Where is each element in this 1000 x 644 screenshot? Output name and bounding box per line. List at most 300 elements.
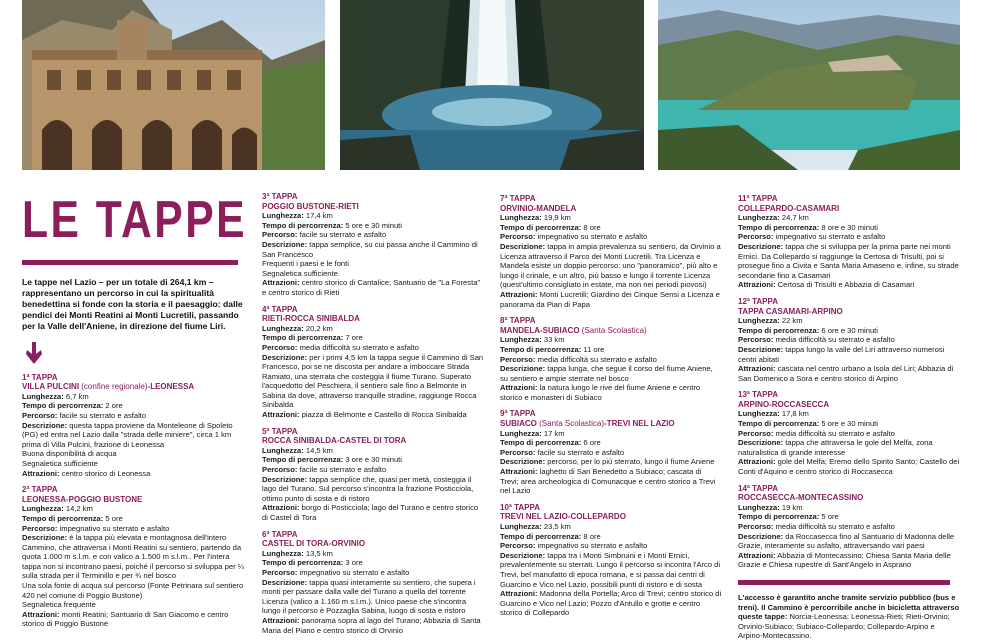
stage-name xyxy=(262,202,484,212)
stage-description xyxy=(262,578,484,616)
stage-length xyxy=(22,392,246,402)
stage-name-main: MANDELA-SUBIACO xyxy=(500,325,580,335)
stage-description xyxy=(262,475,484,504)
stage-list xyxy=(262,192,484,635)
stage-number: 8ª TAPPA xyxy=(500,316,536,326)
stage-time xyxy=(22,514,246,524)
length-label: Lunghezza: xyxy=(500,428,542,438)
attractions-value: Abbazia di Montecassino; Chiesa Santa Maria delle Grazie e Chiesa rupestre di Sant'Angelo in Asprano xyxy=(738,550,951,570)
stage-attractions xyxy=(738,551,960,570)
stage-extras xyxy=(262,259,484,278)
stage-name xyxy=(500,326,722,336)
stage-block xyxy=(22,373,246,479)
page-title: LE TAPPE xyxy=(22,191,248,249)
stage-number: 11ª TAPPA xyxy=(738,194,778,203)
stage-name-main: TREVI NEL LAZIO-COLLEPARDO xyxy=(500,512,626,522)
length-value: 14,2 km xyxy=(63,504,93,514)
stage-route xyxy=(738,429,960,439)
attractions-value: Certosa di Trisulti e Abbazia di Casamari xyxy=(775,280,915,290)
description-label: Descrizione: xyxy=(738,344,784,354)
length-label: Lunghezza: xyxy=(262,323,304,333)
column-4 xyxy=(738,194,960,641)
stage-name-main: ROCCA SINIBALDA-CASTEL DI TORA xyxy=(262,436,407,446)
attractions-label: Attrazioni: xyxy=(738,550,776,560)
description-value: tappa lungo la valle del Liri attraverso numerosi centri abitati xyxy=(738,344,945,364)
attractions-value: piazza di Belmonte e Castello di Rocca Sinibalda xyxy=(299,410,467,420)
stage-description xyxy=(738,242,960,280)
stage-number: 9ª TAPPA xyxy=(500,409,536,419)
stage-name xyxy=(500,204,722,214)
route-label: Percorso: xyxy=(262,567,298,577)
stage-name-main: VILLA PULCINI xyxy=(22,382,80,392)
stage-time xyxy=(500,532,722,542)
length-label: Lunghezza: xyxy=(738,409,780,419)
stage-number: 10ª TAPPA xyxy=(500,502,541,512)
stage-description xyxy=(500,242,722,290)
stage-block xyxy=(500,194,722,309)
length-value: 13,5 km xyxy=(303,548,333,558)
route-value: media difficoltà su sterrato e asfalto xyxy=(535,354,657,364)
stage-length xyxy=(262,324,484,334)
stage-name xyxy=(262,436,484,446)
length-label: Lunghezza: xyxy=(262,211,304,221)
attractions-value: borgo di Posticciola; lago del Turano e centro storico di Castel di Tora xyxy=(262,503,479,522)
length-value: 33 km xyxy=(541,335,565,345)
stage-route xyxy=(262,568,484,578)
stage-description xyxy=(262,353,484,411)
time-label: Tempo di percorrenza: xyxy=(22,401,104,411)
stage-description xyxy=(500,551,722,589)
stage-name-main: POGGIO BUSTONE-RIETI xyxy=(262,201,359,211)
stage-route xyxy=(22,411,246,421)
description-label: Descrizione: xyxy=(738,438,784,448)
attractions-label: Attrazioni: xyxy=(262,615,300,625)
route-value: facile su sterrato e asfalto xyxy=(535,447,625,457)
attractions-label: Attrazioni: xyxy=(738,457,776,467)
stage-description xyxy=(22,533,246,581)
stage-attractions xyxy=(262,410,484,420)
stage-time xyxy=(738,419,960,429)
stage-name-note: (confine regionale) xyxy=(79,382,148,392)
stage-description xyxy=(738,532,960,551)
stage-name-note: (Santa Scolastica) xyxy=(579,325,647,335)
description-value: è la tappa più elevata e montagnosa dell'intero Cammino, che attraversa i Monti Reatini su sentiero, partendo da quota 1.000 m s.l.m. e con valico a 1.500 m s.l.m.. Per l'intera tappa non si incontrano paesi, poiché il percorso si sviluppa per ¼ sulla strada per il Terminillo e per ¾ nel bosco xyxy=(22,533,245,581)
length-label: Lunghezza: xyxy=(738,502,780,512)
stage-name-end: -TREVI NEL LAZIO xyxy=(604,419,675,429)
stage-time xyxy=(262,558,484,568)
time-value: 3 ore e 30 minuti xyxy=(343,455,402,465)
column-2 xyxy=(262,192,484,642)
route-label: Percorso: xyxy=(738,522,774,531)
stage-attractions xyxy=(262,503,484,522)
stage-list xyxy=(22,373,246,629)
time-value: 3 ore xyxy=(343,558,363,568)
stage-time xyxy=(500,223,722,233)
description-value: tappa in ampia prevalenza su sentiero, da Orvinio a Licenza attraverso il Parco dei Monti Lucretili. Tra Licenza e Mandela esiste un doppio percorso: uno "panoramico", più alto e lungo il crinale, e un altro, più basso e lungo il torrente Licenza (quest'ultimo consigliato in estate, ma non nei periodi piovosi) xyxy=(500,241,721,290)
length-label: Lunghezza: xyxy=(22,391,64,401)
route-label: Percorso: xyxy=(738,232,774,242)
stage-name xyxy=(500,512,722,522)
stage-name xyxy=(22,495,246,505)
arrow-down-icon xyxy=(26,342,42,364)
stage-route xyxy=(500,232,722,242)
description-value: tappa semplice che, quasi per metà, costeggia il lago del Turano. Sul percorso s'incontra la frazione Posticciola, ottimo punto di sosta e di ristoro xyxy=(262,474,474,503)
stage-block xyxy=(738,390,960,476)
stage-name-end: -LEONESSA xyxy=(147,382,195,392)
attractions-value: cascata nel centro urbano a Isola del Liri; Abbazia di San Domenico a Sora e centro storico di Arpino xyxy=(738,364,954,383)
attractions-label: Attrazioni: xyxy=(22,609,60,619)
attractions-label: Attrazioni: xyxy=(262,503,300,513)
stage-length xyxy=(500,429,722,439)
length-value: 24,7 km xyxy=(779,213,809,223)
stage-name-main: COLLEPARDO-CASAMARI xyxy=(738,203,840,213)
stage-extra-line: Frequenti i paesi e le fonti xyxy=(262,259,349,269)
route-value: impegnativo su sterrato e asfalto xyxy=(773,232,886,242)
stage-attractions xyxy=(500,589,722,618)
stage-name-note: (Santa Scolastica) xyxy=(536,419,605,429)
lake-photo xyxy=(658,0,960,170)
stage-attractions xyxy=(262,278,484,297)
stage-length xyxy=(738,409,960,419)
stage-number: 14ª TAPPA xyxy=(738,483,779,493)
stage-number: 6ª TAPPA xyxy=(262,529,298,539)
route-label: Percorso: xyxy=(738,428,774,438)
intro-text: Le tappe nel Lazio – per un totale di 264,1 km – rappresentano un percorso in cui la spiritualità benedettina si fonde con la storia e il paesaggio: dalle pendici dei Monti Reatini ai Monti Lucretili, passando per la Valle dell'Aniene, in direzione del fiume Liri. xyxy=(22,277,243,331)
attractions-label: Attrazioni: xyxy=(22,468,60,478)
stage-extra-line: Segnaletica frequente xyxy=(22,600,96,610)
stage-time xyxy=(22,401,246,411)
route-label: Percorso: xyxy=(22,410,58,420)
route-value: facile su sterrato e asfalto xyxy=(297,230,387,240)
stage-extras xyxy=(22,581,246,610)
time-value: 2 ore xyxy=(103,401,123,411)
route-value: impegnativo su sterrato e asfalto xyxy=(535,232,648,242)
route-label: Percorso: xyxy=(738,335,774,345)
time-value: 8 ore xyxy=(581,222,601,232)
stage-length xyxy=(738,316,960,326)
route-value: media difficoltà su sterrato e asfalto xyxy=(773,335,895,345)
stage-block xyxy=(500,503,722,618)
description-label: Descrizione: xyxy=(262,352,308,362)
length-value: 17 km xyxy=(541,428,565,438)
description-value: da Roccasecca fino al Santuario di Madonna delle Grazie, interamente su asfalto, attraversando vari paesi xyxy=(738,531,955,551)
time-label: Tempo di percorrenza: xyxy=(500,438,582,448)
attractions-label: Attrazioni: xyxy=(738,364,776,374)
stage-time xyxy=(738,512,960,522)
attractions-label: Attrazioni: xyxy=(500,467,538,477)
time-value: 7 ore xyxy=(343,333,363,343)
stage-name xyxy=(262,314,484,324)
attractions-value: laghetto di San Benedetto a Subiaco; cascata di Trevi; area archeologica di Comunacque e centro storico a Trevi nel Lazio xyxy=(500,467,716,496)
stage-attractions xyxy=(738,457,960,476)
stage-name xyxy=(262,539,484,549)
stage-length xyxy=(500,213,722,223)
time-label: Tempo di percorrenza: xyxy=(22,513,104,523)
description-value: tappa tra i Monti Simbruini e i Monti Ernici, prevalentemente su sterrati. Lungo il percorso si incontra l'Arco di Trevi, bel manufatto di epoca romana, e si passa dai centri di Guarcino e Vico nel Lazio, possibili punti di ristoro e di sosta xyxy=(500,550,721,589)
stage-number: 1ª TAPPA xyxy=(22,372,58,382)
stage-block xyxy=(262,192,484,298)
stage-attractions xyxy=(500,383,722,402)
attractions-value: Monti Lucretili; Giardino dei Cinque Sensi a Licenza e panorama da Pian di Papa xyxy=(500,289,720,309)
stage-name xyxy=(738,400,960,410)
stage-number: 2ª TAPPA xyxy=(22,485,58,495)
stage-route xyxy=(262,230,484,240)
stage-attractions xyxy=(22,610,246,629)
stage-name-main: ORVINIO-MANDELA xyxy=(500,203,577,213)
route-value: facile su sterrato e asfalto xyxy=(57,410,147,420)
time-label: Tempo di percorrenza: xyxy=(262,558,344,568)
length-value: 23,5 km xyxy=(541,522,571,531)
attractions-value: la natura lungo le rive del fiume Aniene e centro storico e monasteri di Subiaco xyxy=(500,383,701,402)
stage-block xyxy=(500,409,722,495)
description-value: questa tappa proviene da Monteleone di Spoleto (PG) ed entra nel Lazio dalla "strada delle miniere", circa 1 km prima di Villa Pulcini, frazione di Leonessa xyxy=(22,420,233,449)
stage-route xyxy=(262,465,484,475)
stage-description xyxy=(22,421,246,450)
time-value: 6 ore xyxy=(581,438,601,448)
column-3 xyxy=(500,194,722,625)
time-value: 5 ore xyxy=(819,512,839,522)
description-label: Descrizione: xyxy=(262,474,308,484)
stage-length xyxy=(500,522,722,532)
route-value: impegnativo su sterrato e asfalto xyxy=(297,567,410,577)
route-value: facile su sterrato e asfalto xyxy=(297,465,387,475)
stage-block xyxy=(262,530,484,636)
stage-length xyxy=(500,335,722,345)
description-label: Descrizione: xyxy=(262,239,308,249)
route-label: Percorso: xyxy=(500,232,536,242)
stage-name-main: CASTEL DI TORA-ORVINIO xyxy=(262,539,366,549)
length-label: Lunghezza: xyxy=(262,548,304,558)
length-label: Lunghezza: xyxy=(500,213,542,223)
stage-length xyxy=(22,504,246,514)
attractions-label: Attrazioni: xyxy=(262,410,300,420)
stage-time xyxy=(500,438,722,448)
attractions-label: Attrazioni: xyxy=(500,289,538,299)
access-line-3: Norcia-Leonessa; Leonessa-Rieti; Rieti-Orvinio; Orvinio-Subiaco; Subiaco-Collepardo; Collepardo-Arpino e Arpino-Montecassino. xyxy=(738,612,950,641)
stage-name-main: RIETI-ROCCA SINIBALDA xyxy=(262,314,360,324)
attractions-label: Attrazioni: xyxy=(500,383,538,393)
length-label: Lunghezza: xyxy=(500,335,542,345)
time-label: Tempo di percorrenza: xyxy=(738,419,820,429)
attractions-value: monti Reatini; Santuario di San Giacomo e centro storico di Poggio Bustone xyxy=(22,609,229,629)
description-label: Descrizione: xyxy=(738,531,784,541)
length-value: 6,7 km xyxy=(63,391,89,401)
stage-description xyxy=(262,240,484,259)
attractions-label: Attrazioni: xyxy=(500,589,538,599)
stage-block xyxy=(738,297,960,383)
attractions-label: Attrazioni: xyxy=(262,278,300,288)
time-value: 5 ore e 30 minuti xyxy=(819,419,878,429)
time-value: 8 ore e 30 minuti xyxy=(819,222,878,232)
length-value: 20,2 km xyxy=(303,323,333,333)
route-value: impegnativo su sterrato e asfalto xyxy=(57,523,170,533)
length-label: Lunghezza: xyxy=(500,522,542,531)
stage-length xyxy=(262,211,484,221)
description-value: tappa lunga, che segue il corso del fiume Aniene, su sentiero e ampie sterrate nel bosco xyxy=(500,364,713,383)
route-value: media difficoltà su sterrato e asfalto xyxy=(773,522,895,531)
stage-attractions xyxy=(500,467,722,496)
access-line-2: Il Cammino è percorribile anche in bicicletta attraverso queste tappe: xyxy=(738,602,960,622)
route-label: Percorso: xyxy=(262,342,298,352)
stage-length xyxy=(262,549,484,559)
stage-route xyxy=(500,541,722,551)
description-label: Descrizione: xyxy=(738,241,784,251)
stage-name xyxy=(500,419,722,429)
length-value: 17,4 km xyxy=(303,211,333,221)
stage-route xyxy=(738,335,960,345)
stage-name-main: TAPPA CASAMARI-ARPINO xyxy=(738,306,843,316)
stage-time xyxy=(738,326,960,336)
time-label: Tempo di percorrenza: xyxy=(262,455,344,465)
description-label: Descrizione: xyxy=(262,577,308,587)
stage-route xyxy=(738,522,960,532)
description-value: tappa quasi interamente su sentiero, che supera i monti per passare dalla valle del Turano a quella del torrente Licenza (valico a 1.160 m s.l.m.). Unico paese che s'incontra lungo il percorso è Pozzaglia Sabina, luogo di sosta e ristoro xyxy=(262,577,476,616)
attractions-value: centro storico di Leonessa xyxy=(59,468,151,478)
stage-description xyxy=(738,438,960,457)
stage-description xyxy=(500,364,722,383)
time-label: Tempo di percorrenza: xyxy=(262,333,344,343)
route-value: media difficoltà su sterrato e asfalto xyxy=(297,342,419,352)
route-label: Percorso: xyxy=(500,541,536,551)
stage-extra-line: Segnaletica sufficiente xyxy=(262,268,338,278)
route-label: Percorso: xyxy=(262,465,298,475)
description-label: Descrizione: xyxy=(500,364,546,374)
description-label: Descrizione: xyxy=(500,457,546,467)
description-label: Descrizione: xyxy=(500,550,546,560)
stage-extra-line: Buona disponibilità di acqua xyxy=(22,449,117,459)
length-label: Lunghezza: xyxy=(738,316,780,326)
stage-route xyxy=(22,524,246,534)
length-value: 17,8 km xyxy=(779,409,809,419)
stage-time xyxy=(738,223,960,233)
stage-list xyxy=(500,194,722,618)
stage-attractions xyxy=(22,469,246,479)
stage-time xyxy=(262,455,484,465)
stage-block xyxy=(262,427,484,523)
route-value: media difficoltà su sterrato e asfalto xyxy=(773,428,895,438)
attractions-value: panorama sopra al lago del Turano; Abbazia di Santa Maria del Piano e centro storico di Orvinio xyxy=(262,615,481,635)
attractions-label: Attrazioni: xyxy=(738,280,776,290)
time-label: Tempo di percorrenza: xyxy=(500,222,582,232)
length-label: Lunghezza: xyxy=(22,504,64,514)
time-value: 8 ore xyxy=(581,531,601,541)
access-line-1: L'accesso è garantito anche tramite servizio pubblico (bus e treni). xyxy=(738,592,956,612)
description-value: percorso, per lo più sterrato, lungo il fiume Aniene xyxy=(545,457,715,467)
stage-time xyxy=(500,345,722,355)
stage-extra-line: Segnaletica sufficiente xyxy=(22,458,98,468)
stage-block xyxy=(738,484,960,570)
stage-attractions xyxy=(500,290,722,309)
stage-name xyxy=(738,307,960,317)
stage-route xyxy=(262,343,484,353)
stage-time xyxy=(262,333,484,343)
description-label: Descrizione: xyxy=(500,241,546,251)
length-value: 22 km xyxy=(779,316,803,326)
length-value: 14,5 km xyxy=(303,445,333,455)
length-value: 19,9 km xyxy=(541,213,571,223)
stage-route xyxy=(500,448,722,458)
stage-number: 3ª TAPPA xyxy=(262,192,298,201)
stage-name-main: ARPINO-ROCCASECCA xyxy=(738,399,830,409)
access-divider xyxy=(738,580,950,585)
time-label: Tempo di percorrenza: xyxy=(738,325,820,335)
stage-length xyxy=(262,446,484,456)
stage-block xyxy=(500,316,722,402)
time-value: 5 ore xyxy=(103,513,123,523)
stage-length xyxy=(738,213,960,223)
length-label: Lunghezza: xyxy=(738,213,780,223)
attractions-value: gole del Melfa; Eremo dello Spirito Santo; Castello dei Conti d'Aquino e centro storico di Roccasecca xyxy=(738,457,960,477)
stage-block xyxy=(22,485,246,629)
route-value: impegnativo su sterrato e asfalto xyxy=(535,541,648,551)
time-label: Tempo di percorrenza: xyxy=(500,531,582,541)
stage-name xyxy=(738,493,960,503)
route-label: Percorso: xyxy=(500,354,536,364)
route-label: Percorso: xyxy=(262,230,298,240)
waterfall-photo xyxy=(340,0,644,170)
access-note xyxy=(738,593,960,641)
time-value: 5 ore e 30 minuti xyxy=(343,220,402,230)
stage-time xyxy=(262,221,484,231)
attractions-value: centro storico di Cantalice; Santuario de "La Foresta" e centro storico di Rieti xyxy=(262,278,481,297)
stage-route xyxy=(500,355,722,365)
stage-attractions xyxy=(738,364,960,383)
time-value: 11 ore xyxy=(581,344,605,354)
description-value: tappa che si sviluppa per la prima parte nei monti Ernici. Da Collepardo si raggiunge la Certosa di Trisulti, poi si prosegue fino a Civita e Santa Maria Amaseno e, infine, su strade secondarie fino a Casamari xyxy=(738,241,959,280)
stage-number: 12ª TAPPA xyxy=(738,296,779,306)
stage-number: 4ª TAPPA xyxy=(262,304,298,314)
route-label: Percorso: xyxy=(22,523,58,533)
stage-name xyxy=(738,204,960,214)
stage-extra-line: Una sola fonte di acqua sul percorso (Fonte Petrinara sul sentiero 420 nel comune di Poggio Bustone) xyxy=(22,581,244,600)
stage-list xyxy=(738,194,960,570)
stage-name-main: LEONESSA-POGGIO BUSTONE xyxy=(22,494,143,504)
monastery-photo xyxy=(22,0,325,170)
description-value: tappa semplice, su cui passa anche il Cammino di San Francesco xyxy=(262,239,478,259)
stage-length xyxy=(738,503,960,513)
column-1 xyxy=(22,192,246,636)
description-label: Descrizione: xyxy=(22,420,68,430)
time-label: Tempo di percorrenza: xyxy=(262,220,344,230)
stage-description xyxy=(738,345,960,364)
stage-attractions xyxy=(738,280,960,290)
description-label: Descrizione: xyxy=(22,533,68,543)
time-label: Tempo di percorrenza: xyxy=(738,512,820,522)
stage-name-main: ROCCASECCA-MONTECASSINO xyxy=(738,493,864,503)
time-value: 6 ore e 30 minuti xyxy=(819,325,878,335)
stage-block xyxy=(738,194,960,290)
stage-number: 13ª TAPPA xyxy=(738,390,779,400)
stage-description xyxy=(500,457,722,467)
stage-name xyxy=(22,382,246,392)
stage-attractions xyxy=(262,616,484,635)
stage-block xyxy=(262,305,484,420)
stage-name-main: SUBIACO xyxy=(500,419,537,429)
time-label: Tempo di percorrenza: xyxy=(738,222,820,232)
stage-route xyxy=(738,232,960,242)
description-value: tappa che attraversa le gole del Melfa, zona naturalistica di grande interesse xyxy=(738,438,933,457)
title-divider xyxy=(22,260,238,265)
length-value: 19 km xyxy=(779,502,803,512)
stage-extras xyxy=(22,449,246,468)
stage-number: 5ª TAPPA xyxy=(262,426,298,436)
description-value: per i primi 4,5 km la tappa segue il Cammino di San Francesco, poi se ne discosta per andare a imboccare Strada Ramiato, una sterrata che costeggia il fiume Turano. Superato l'acquedotto del Peschiera, il sentiero sale fino a Belmonte in Sabina da dove, attraverso tranquille stradine, raggiunge Rocca Sinibalda xyxy=(262,352,484,410)
length-label: Lunghezza: xyxy=(262,445,304,455)
attractions-value: Madonna della Portella; Arco di Trevi; centro storico di Guarcino e Vico nel Lazio; Pozzo d'Antullo e grotte e centro storico di Collepardo xyxy=(500,589,722,618)
stage-number: 7ª TAPPA xyxy=(500,194,536,203)
time-label: Tempo di percorrenza: xyxy=(500,344,582,354)
route-label: Percorso: xyxy=(500,447,536,457)
